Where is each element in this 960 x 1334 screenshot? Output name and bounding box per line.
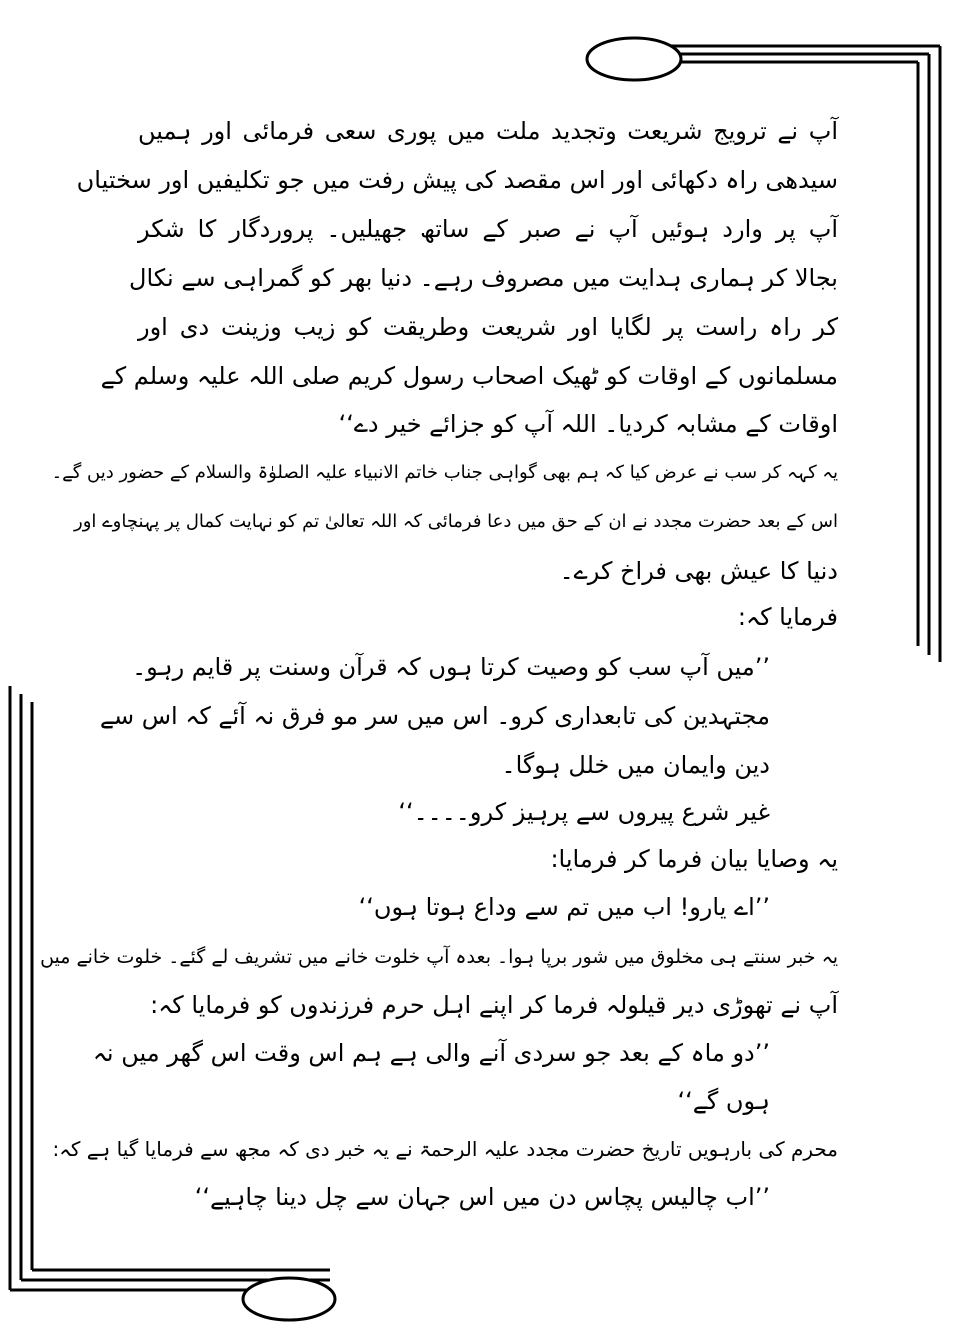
paragraph-1-line-1: آپ نے ترویج شریعت وتجدید ملت میں پوری سعی فرمائی اور ہمیں bbox=[138, 117, 838, 145]
paragraph-2-line-1: یہ کہہ کر سب نے عرض کیا کہ ہم بھی گواہی جناب خاتم الانبیاء علیہ الصلوٰۃ والسلام کے حضور دیں گے۔ bbox=[51, 462, 838, 483]
quote-1-line-1: ’’میں آپ سب کو وصیت کرتا ہوں کہ قرآن وسنت پر قایم رہو۔ bbox=[132, 653, 770, 681]
paragraph-1-line-3: آپ پر وارد ہوئیں آپ نے صبر کے ساتھ جھیلیں۔ پروردگار کا شکر bbox=[138, 215, 838, 243]
paragraph-1-line-2: سیدھی راہ دکھائی اور اس مقصد کی پیش رفت میں جو تکلیفیں اور سختیاں bbox=[76, 166, 838, 194]
paragraph-3-line-2: ’’اے یارو! اب میں تم سے وداع ہوتا ہوں‘‘ bbox=[358, 893, 770, 921]
paragraph-1-line-5: کر راہ راست پر لگایا اور شریعت وطریقت کو زیب وزینت دی اور bbox=[138, 313, 838, 341]
paragraph-1-line-7: اوقات کے مشابہ کردیا۔ اللہ آپ کو جزائے خیر دے‘‘ bbox=[338, 410, 838, 438]
top-oval-ornament bbox=[587, 38, 681, 80]
paragraph-3-line-6: ہوں گے‘‘ bbox=[677, 1087, 770, 1115]
bottom-oval-ornament bbox=[243, 1278, 335, 1320]
paragraph-2-line-3: دنیا کا عیش بھی فراخ کرے۔ bbox=[559, 557, 838, 585]
quote-1-line-4: غیر شرع پیروں سے پرہیز کرو۔۔۔۔‘‘ bbox=[398, 798, 770, 826]
paragraph-3-line-8: ’’اب چالیس پچاس دن میں اس جہان سے چل دینا چاہیے‘‘ bbox=[194, 1183, 770, 1211]
quote-1-line-3: دین وایمان میں خلل ہوگا۔ bbox=[501, 751, 770, 779]
quote-1-line-2: مجتہدین کی تابعداری کرو۔ اس میں سر مو فرق نہ آئے کہ اس سے bbox=[99, 702, 770, 730]
paragraph-3-line-1: یہ وصایا بیان فرما کر فرمایا: bbox=[550, 845, 838, 873]
paragraph-3-line-7: محرم کی بارہویں تاریخ حضرت مجدد علیہ الرحمۃ نے یہ خبر دی کہ مجھ سے فرمایا گیا ہے کہ: bbox=[52, 1137, 838, 1161]
paragraph-1-line-4: بجالا کر ہماری ہدایت میں مصروف رہے۔ دنیا بھر کو گمراہی سے نکال bbox=[129, 264, 838, 292]
paragraph-3-line-3: یہ خبر سنتے ہی مخلوق میں شور برپا ہوا۔ بعدہ آپ خلوت خانے میں تشریف لے گئے۔ خلوت خانے میں bbox=[40, 946, 838, 968]
paragraph-3-line-4: آپ نے تھوڑی دیر قیلولہ فرما کر اپنے اہل حرم فرزندوں کو فرمایا کہ: bbox=[150, 991, 838, 1019]
paragraph-3-line-5: ’’دو ماہ کے بعد جو سردی آنے والی ہے ہم اس وقت اس گھر میں نہ bbox=[92, 1039, 770, 1067]
paragraph-2-line-4: فرمایا کہ: bbox=[737, 603, 838, 631]
paragraph-2-line-2: اس کے بعد حضرت مجدد نے ان کے حق میں دعا فرمائی کہ اللہ تعالیٰ تم کو نہایت کمال پر پہنچاوے اور bbox=[74, 511, 838, 532]
paragraph-1-line-6: مسلمانوں کے اوقات کو ٹھیک اصحاب رسول کریم صلی اللہ علیہ وسلم کے bbox=[100, 362, 838, 390]
